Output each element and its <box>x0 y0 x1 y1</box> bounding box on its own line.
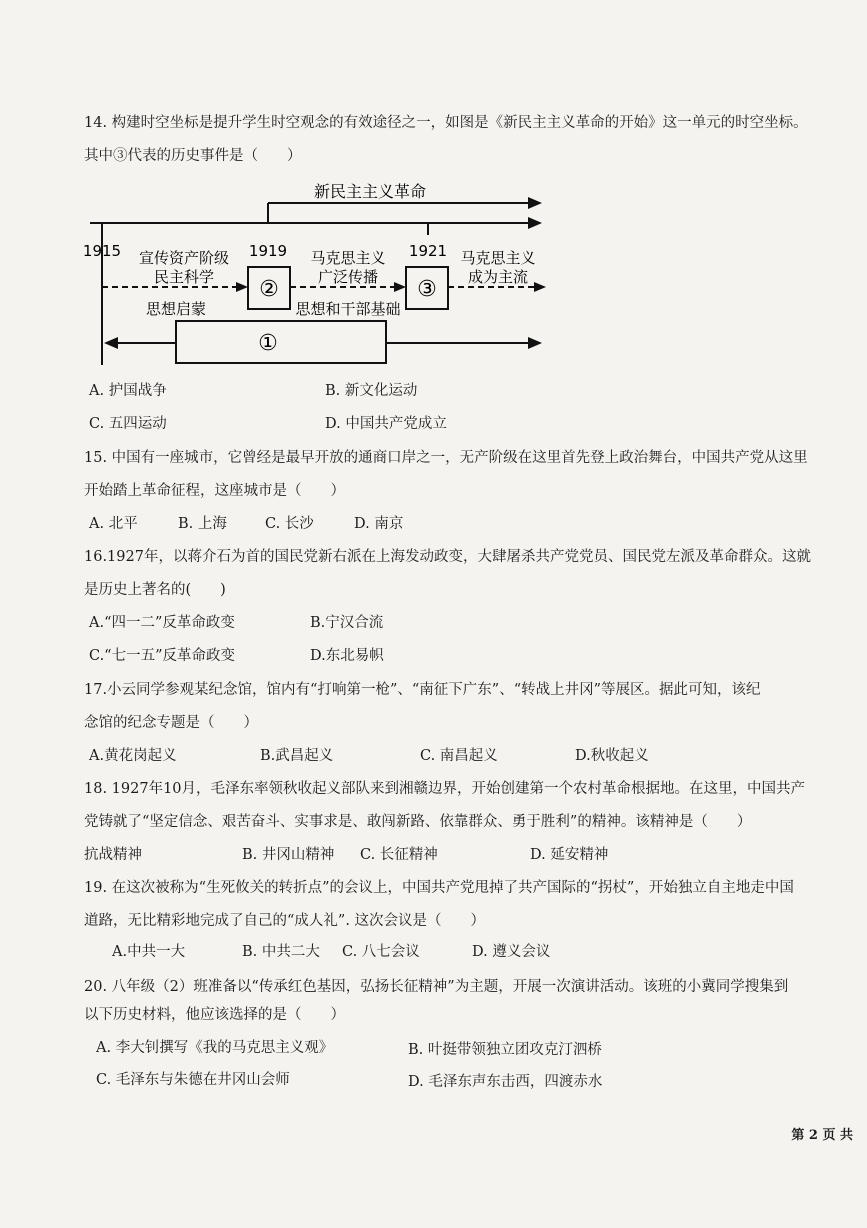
label-foundation: 思想和干部基础 <box>295 300 401 318</box>
q16-option-d[interactable]: D.东北易帜 <box>310 648 384 664</box>
dashed-arrow-2-head <box>394 282 406 292</box>
nd-revolution-label: 新民主主义革命 <box>313 182 427 201</box>
segment1-line2: 民主科学 <box>153 268 215 286</box>
q17-stem-line2: 念馆的纪念专题是（ ） <box>84 715 258 731</box>
box-3-label: ③ <box>417 277 437 302</box>
q20-option-b[interactable]: B. 叶挺带领独立团攻克汀泗桥 <box>408 1042 602 1058</box>
year-1919: 1919 <box>248 242 288 260</box>
q14-stem-line2: 其中③代表的历史事件是（ ） <box>84 148 302 164</box>
segment1-line1: 宣传资产阶级 <box>138 249 230 267</box>
q18-stem-line2: 党铸就了“坚定信念、艰苦奋斗、实事求是、敢闯新路、依靠群众、勇于胜利”的精神。该精神是（ ） <box>84 814 752 830</box>
q16-stem-line1: 16.1927年，以蒋介石为首的国民党新右派在上海发动政变，大肆屠杀共产党党员、国民党左派及革命群众。这就 <box>84 549 811 565</box>
segment2-line2: 广泛传播 <box>317 268 379 286</box>
q18-option-c[interactable]: C. 长征精神 <box>360 847 438 863</box>
q19-option-c[interactable]: C. 八七会议 <box>342 944 420 960</box>
q18-option-a[interactable]: 抗战精神 <box>84 847 142 863</box>
q20-stem-line1: 20. 八年级（2）班准备以“传承红色基因，弘扬长征精神”为主题，开展一次演讲活动。该班的小冀同学搜集到 <box>84 979 789 995</box>
bottom-arrow-right-head <box>528 337 542 349</box>
q17-option-a[interactable]: A.黄花岗起义 <box>89 748 177 764</box>
q17-option-c[interactable]: C. 南昌起义 <box>420 748 498 764</box>
q14-option-a[interactable]: A. 护国战争 <box>89 383 167 399</box>
q20-option-a[interactable]: A. 李大钊撰写《我的马克思主义观》 <box>96 1040 334 1056</box>
year-1921: 1921 <box>408 242 448 260</box>
q16-option-a[interactable]: A.“四一二”反革命政变 <box>89 615 235 631</box>
q17-stem-line1: 17.小云同学参观某纪念馆，馆内有“打响第一枪”、“南征下广东”、“转战上井冈”等展区。据此可知，该纪 <box>84 682 761 698</box>
q19-stem-line1: 19. 在这次被称为“生死攸关的转折点”的会议上，中国共产党甩掉了共产国际的“拐杖”，开始独立自主地走中国 <box>84 880 794 896</box>
q16-option-c[interactable]: C.“七一五”反革命政变 <box>89 648 236 664</box>
segment3-line2: 成为主流 <box>467 268 529 286</box>
q18-option-b[interactable]: B. 井冈山精神 <box>242 847 335 863</box>
q15-option-a[interactable]: A. 北平 <box>89 516 138 532</box>
dashed-arrow-3-head <box>534 282 546 292</box>
page-number: 第 2 页 共 <box>791 1128 853 1143</box>
q19-option-d[interactable]: D. 遵义会议 <box>472 944 551 960</box>
q17-option-d[interactable]: D.秋收起义 <box>575 748 649 764</box>
year-1915: 1915 <box>82 242 122 260</box>
box-1 <box>176 321 386 363</box>
main-timeline-arrow-head <box>528 217 542 229</box>
label-enlightenment: 思想启蒙 <box>145 300 207 318</box>
q19-stem-line2: 道路，无比精彩地完成了自己的“成人礼”. 这次会议是（ ） <box>84 913 486 929</box>
q15-option-b[interactable]: B. 上海 <box>178 516 227 532</box>
q14-option-c[interactable]: C. 五四运动 <box>89 416 167 432</box>
timeline-diagram <box>80 175 550 370</box>
bottom-arrow-left-head <box>104 337 118 349</box>
q20-option-d[interactable]: D. 毛泽东声东击西，四渡赤水 <box>408 1074 603 1090</box>
q15-option-d[interactable]: D. 南京 <box>354 516 404 532</box>
q18-option-d[interactable]: D. 延安精神 <box>530 847 609 863</box>
q19-option-a[interactable]: A.中共一大 <box>112 944 186 960</box>
box-2-label: ② <box>259 277 279 302</box>
q14-stem-line1: 14. 构建时空坐标是提升学生时空观念的有效途径之一，如图是《新民主主义革命的开始》这一单元的时空坐标。 <box>84 115 808 131</box>
q16-stem-line2: 是历史上著名的( ) <box>84 582 226 598</box>
q14-option-d[interactable]: D. 中国共产党成立 <box>325 416 447 432</box>
nd-revolution-arrow-head <box>528 197 542 209</box>
q16-option-b[interactable]: B.宁汉合流 <box>310 615 384 631</box>
q14-option-b[interactable]: B. 新文化运动 <box>325 383 418 399</box>
dashed-arrow-1-head <box>236 282 248 292</box>
q15-option-c[interactable]: C. 长沙 <box>265 516 314 532</box>
box-1-label: ① <box>258 331 278 356</box>
q15-stem-line2: 开始踏上革命征程，这座城市是（ ） <box>84 483 345 499</box>
q18-stem-line1: 18. 1927年10月，毛泽东率领秋收起义部队来到湘赣边界，开始创建第一个农村革命根据地。在这里，中国共产 <box>84 781 806 797</box>
q20-stem-line2: 以下历史材料，他应该选择的是（ ） <box>84 1007 345 1023</box>
q19-option-b[interactable]: B. 中共二大 <box>242 944 320 960</box>
q20-option-c[interactable]: C. 毛泽东与朱德在井冈山会师 <box>96 1072 290 1088</box>
segment2-line1: 马克思主义 <box>310 249 386 267</box>
q17-option-b[interactable]: B.武昌起义 <box>260 748 334 764</box>
q15-stem-line1: 15. 中国有一座城市，它曾经是最早开放的通商口岸之一，无产阶级在这里首先登上政治舞台，中国共产党从这里 <box>84 450 808 466</box>
segment3-line1: 马克思主义 <box>460 249 536 267</box>
